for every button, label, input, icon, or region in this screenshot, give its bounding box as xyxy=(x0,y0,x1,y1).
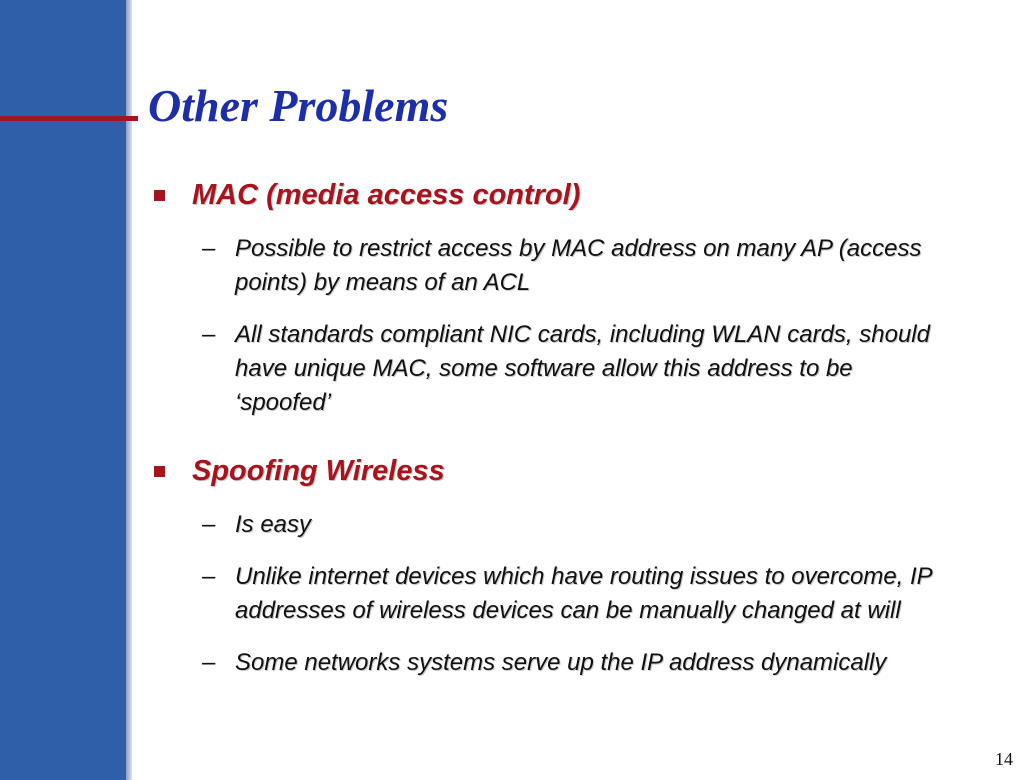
sub-bullet-text: Unlike internet devices which have routing issues to overcome, IP addresses of wireless devices can be manually changed at will xyxy=(235,563,932,624)
sub-bullet xyxy=(150,232,940,300)
sub-bullet-text: Is easy xyxy=(235,511,312,538)
sub-bullet xyxy=(150,560,940,628)
bullet-heading: Spoofing Wireless xyxy=(192,455,445,487)
bullet-spoofing xyxy=(150,448,940,494)
dash-bullet-icon: – xyxy=(202,511,216,538)
dash-bullet-icon: – xyxy=(202,563,216,590)
sub-bullet xyxy=(150,318,940,420)
slide-title: Other Problems xyxy=(148,80,449,131)
bullet-heading: MAC (media access control) xyxy=(192,179,581,211)
title-underline-rule xyxy=(0,116,138,121)
sub-bullet-text: Some networks systems serve up the IP address dynamically xyxy=(235,649,887,676)
bullet-mac xyxy=(150,172,940,218)
sub-bullet xyxy=(150,508,940,542)
sub-bullet-text: Possible to restrict access by MAC address on many AP (access points) by means of an ACL xyxy=(235,235,922,296)
square-bullet-icon xyxy=(154,466,165,477)
slide-content xyxy=(150,172,940,698)
sub-bullet xyxy=(150,646,940,680)
dash-bullet-icon: – xyxy=(202,649,216,676)
sub-bullet-text: All standards compliant NIC cards, including WLAN cards, should have unique MAC, some software allow this address to be ‘spoofed’ xyxy=(235,321,930,416)
dash-bullet-icon: – xyxy=(202,235,216,262)
square-bullet-icon xyxy=(154,190,165,201)
dash-bullet-icon: – xyxy=(202,321,216,348)
page-number: 14 xyxy=(995,749,1013,769)
